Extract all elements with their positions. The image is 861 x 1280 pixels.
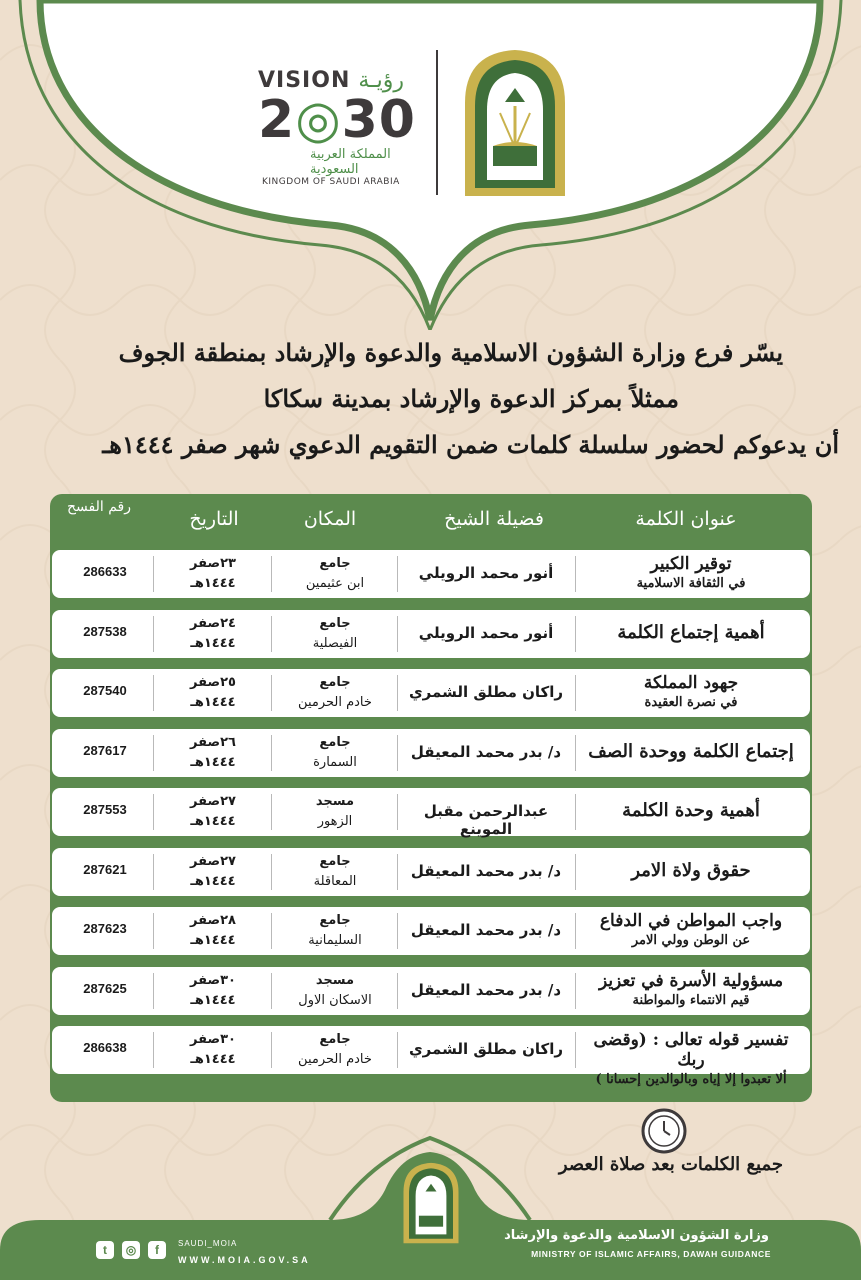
- column-divider: [153, 913, 154, 949]
- permit-number: 286633: [83, 564, 127, 579]
- lecture-date: ٢٣صفر ١٤٤٤هـ: [190, 556, 236, 591]
- sheikh-name: أنور محمد الرويلي: [418, 564, 554, 582]
- lecture-title: جهود المملكة في نصرة العقيدة: [643, 673, 739, 710]
- column-divider: [153, 854, 154, 890]
- intro-line-1: يسّر فرع وزارة الشؤون الاسلامية والدعوة والإرشاد بمنطقة الجوف: [118, 338, 783, 367]
- vision-year: 2◎30: [258, 90, 416, 150]
- twitter-icon[interactable]: t: [96, 1241, 114, 1259]
- column-divider: [271, 1032, 272, 1068]
- column-divider: [153, 675, 154, 711]
- table-row: [52, 729, 810, 777]
- lecture-title: توقير الكبير في الثقافة الاسلامية: [636, 554, 746, 591]
- table-header: [50, 494, 812, 546]
- venue: جامع خادم الحرمين: [298, 1032, 372, 1067]
- column-divider: [153, 556, 154, 592]
- column-divider: [153, 616, 154, 652]
- sheikh-name: راكان مطلق الشمري: [408, 683, 564, 701]
- column-divider: [153, 794, 154, 830]
- ministry-name-en: MINISTRY OF ISLAMIC AFFAIRS, DAWAH GUIDANCE: [531, 1249, 771, 1259]
- permit-number: 287553: [83, 802, 127, 817]
- venue: جامع السمارة: [313, 734, 357, 770]
- column-divider: [397, 794, 398, 830]
- column-divider: [575, 616, 576, 652]
- venue: جامع ابن عثيمين: [305, 556, 365, 591]
- header-title: عنوان الكلمة: [635, 508, 737, 530]
- table-row: [52, 669, 810, 717]
- lecture-title: حقوق ولاة الامر: [631, 859, 751, 881]
- venue: مسجد الاسكان الاول: [298, 972, 372, 1008]
- column-divider: [153, 973, 154, 1009]
- column-divider: [397, 675, 398, 711]
- ksa-ar: المملكة العربية السعودية: [310, 147, 391, 177]
- sheikh-name: د/ بدر محمد المعيقل: [410, 980, 562, 999]
- website-link[interactable]: WWW.MOIA.GOV.SA: [178, 1255, 311, 1265]
- column-divider: [271, 616, 272, 652]
- sheikh-name: د/ بدر محمد المعيقل: [410, 861, 562, 880]
- column-divider: [575, 556, 576, 592]
- column-divider: [575, 675, 576, 711]
- column-divider: [271, 913, 272, 949]
- venue: جامع خادم الحرمين: [298, 675, 372, 710]
- permit-number: 287621: [83, 861, 127, 877]
- intro-line-2: ممثلاً بمركز الدعوة والإرشاد بمدينة سكاكا: [263, 384, 679, 413]
- permit-number: 287623: [83, 921, 127, 936]
- lecture-title: واجب المواطن في الدفاع عن الوطن وولي الامر: [599, 911, 783, 948]
- permit-number: 287538: [83, 623, 127, 639]
- venue: جامع المعاقلة: [313, 853, 357, 889]
- sheikh-name: د/ بدر محمد المعيقل: [410, 742, 562, 761]
- table-row: [52, 848, 810, 896]
- permit-number: 287617: [83, 742, 127, 758]
- column-divider: [271, 556, 272, 592]
- column-divider: [575, 854, 576, 890]
- lecture-title: أهمية وحدة الكلمة: [622, 800, 760, 821]
- ministry-emblem: [455, 48, 575, 196]
- lecture-title: تفسير قوله تعالى : (وقضى ربك ألا تعبدوا إلا إياه وبالوالدين إحسانا ): [593, 1030, 789, 1087]
- column-divider: [575, 735, 576, 771]
- sheikh-name: عبدالرحمن مقبل الموينع: [423, 802, 549, 838]
- sheikh-name: راكان مطلق الشمري: [408, 1040, 564, 1058]
- lecture-date: ٢٧صفر ١٤٤٤هـ: [190, 853, 236, 889]
- ksa-en: KINGDOM OF SAUDI ARABIA: [262, 177, 400, 187]
- column-divider: [271, 735, 272, 771]
- column-divider: [397, 556, 398, 592]
- vision-en: VISION: [258, 68, 351, 93]
- lecture-title: أهمية إجتماع الكلمة: [617, 621, 765, 643]
- column-divider: [153, 1032, 154, 1068]
- column-divider: [397, 735, 398, 771]
- lecture-date: ٢٤صفر ١٤٤٤هـ: [190, 615, 236, 651]
- column-divider: [397, 913, 398, 949]
- column-divider: [397, 616, 398, 652]
- column-divider: [271, 794, 272, 830]
- column-divider: [575, 973, 576, 1009]
- sheikh-name: أنور محمد الرويلي: [418, 623, 554, 642]
- lecture-title: مسؤولية الأسرة في تعزيز قيم الانتماء والمواطنة: [598, 970, 784, 1008]
- social-handle[interactable]: SAUDI_MOIA: [178, 1239, 238, 1248]
- time-note: جميع الكلمات بعد صلاة العصر: [558, 1154, 783, 1175]
- lecture-date: ٣٠صفر ١٤٤٤هـ: [190, 1032, 236, 1067]
- column-divider: [271, 973, 272, 1009]
- venue: مسجد الزهور: [315, 794, 355, 829]
- table-row: [52, 907, 810, 955]
- column-divider: [271, 675, 272, 711]
- table-row: [52, 550, 810, 598]
- column-divider: [397, 854, 398, 890]
- logo-divider: [436, 50, 438, 195]
- table-row: [52, 788, 810, 836]
- header-place: المكان: [303, 508, 357, 530]
- header-sheikh: فضيلة الشيخ: [444, 508, 544, 530]
- table-row: [52, 1026, 810, 1087]
- instagram-icon[interactable]: ◎: [122, 1241, 140, 1259]
- permit-number: 286638: [83, 1040, 127, 1055]
- permit-number: 287540: [83, 683, 127, 698]
- header-permit-number: رقم الفسح: [67, 499, 131, 515]
- ministry-emblem-footer: [398, 1160, 464, 1245]
- table-row: [52, 610, 810, 658]
- lecture-date: ٣٠صفر ١٤٤٤هـ: [190, 972, 236, 1008]
- facebook-icon[interactable]: f: [148, 1241, 166, 1259]
- venue: جامع الفيصلية: [312, 615, 358, 651]
- lecture-date: ٢٥صفر ١٤٤٤هـ: [190, 675, 236, 710]
- lecture-date: ٢٧صفر ١٤٤٤هـ: [190, 794, 236, 829]
- vision-2030-logo: [258, 68, 423, 187]
- column-divider: [271, 854, 272, 890]
- lecture-title: إجتماع الكلمة ووحدة الصف: [588, 740, 794, 762]
- schedule-table: [50, 494, 812, 1102]
- sheikh-name: د/ بدر محمد المعيقل: [410, 921, 562, 939]
- column-divider: [153, 735, 154, 771]
- lecture-date: ٢٨صفر ١٤٤٤هـ: [190, 913, 236, 948]
- lecture-date: ٢٦صفر ١٤٤٤هـ: [190, 734, 236, 770]
- column-divider: [575, 1032, 576, 1068]
- venue: جامع السليمانية: [308, 913, 362, 948]
- column-divider: [397, 1032, 398, 1068]
- column-divider: [575, 913, 576, 949]
- header-arch: [0, 0, 861, 330]
- header-date: التاريخ: [189, 508, 239, 530]
- ministry-name-ar: وزارة الشؤون الاسلامية والدعوة والإرشاد: [504, 1228, 769, 1243]
- permit-number: 287625: [83, 980, 127, 996]
- table-row: [52, 967, 810, 1015]
- intro-line-3: أن يدعوكم لحضور سلسلة كلمات ضمن التقويم الدعوي شهر صفر ١٤٤٤هـ: [102, 430, 839, 459]
- vision-ar: رؤيـة: [358, 68, 404, 93]
- column-divider: [575, 794, 576, 830]
- column-divider: [397, 973, 398, 1009]
